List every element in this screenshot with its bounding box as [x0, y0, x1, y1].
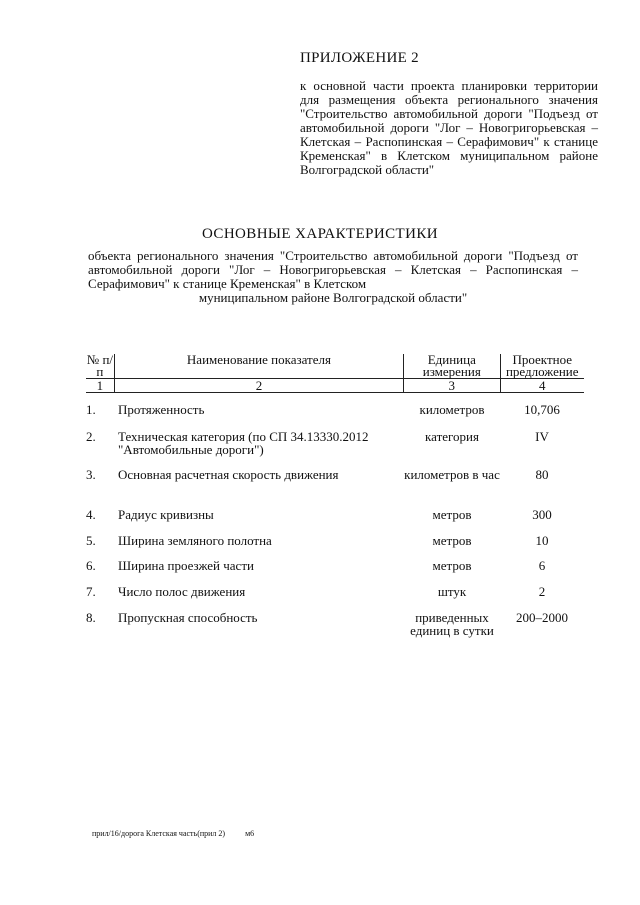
row-value: 300 — [532, 507, 552, 522]
row-unit: категория — [425, 429, 479, 444]
table-row — [86, 403, 584, 416]
table-row — [86, 430, 584, 456]
row-name: Пропускная способность — [118, 610, 258, 625]
table-row — [86, 559, 584, 572]
table-header — [86, 354, 584, 379]
row-name: Число полос движения — [118, 584, 246, 599]
row-num: 5. — [86, 533, 96, 548]
row-num: 6. — [86, 558, 96, 573]
col-number: 1 — [86, 379, 115, 392]
appendix-block — [300, 50, 598, 177]
row-name: Техническая категория (по СП 34.13330.2012 "Автомобильные дороги") — [118, 429, 369, 457]
page-subtitle-text: объекта регионального значения "Строительство автомобильной дороги "Подъезд от автомобильной дороги "Лог – Новогригорьевская – Клетская – Распопинская – Серафимович" к станице Кременская" в Клетском — [88, 248, 578, 291]
table-row — [86, 611, 584, 637]
col-number: 3 — [404, 379, 500, 392]
row-unit: приведенных единиц в сутки — [410, 610, 494, 638]
row-unit: километров в час — [404, 467, 500, 482]
row-name: Ширина проезжей части — [118, 558, 254, 573]
row-name: Основная расчетная скорость движения — [118, 467, 339, 482]
row-unit: штук — [437, 584, 467, 599]
row-value: 10 — [535, 533, 549, 548]
row-num: 4. — [86, 507, 96, 522]
table-row — [86, 534, 584, 547]
page-subtitle — [88, 249, 578, 305]
row-value: 2 — [538, 584, 546, 599]
row-value: 6 — [538, 558, 546, 573]
row-value: 200–2000 — [516, 610, 568, 625]
table-row — [86, 468, 584, 481]
col-number: 2 — [115, 379, 404, 392]
row-num: 8. — [86, 610, 96, 625]
row-num: 2. — [86, 429, 96, 444]
row-name: Ширина земляного полотна — [118, 533, 272, 548]
row-unit: километров — [419, 402, 485, 417]
row-num: 7. — [86, 584, 96, 599]
row-value: 10,706 — [524, 402, 560, 417]
page-title: ОСНОВНЫЕ ХАРАКТЕРИСТИКИ — [202, 226, 438, 242]
row-unit: метров — [432, 558, 472, 573]
footer-path: прил/16/дорога Клетская часть(прил 2) — [92, 829, 226, 838]
column-number-row — [86, 379, 584, 393]
row-num: 1. — [86, 402, 96, 417]
footer-code: м6 — [245, 829, 255, 838]
row-num: 3. — [86, 467, 96, 482]
page-subtitle-last-line: муниципальном районе Волгоградской области" — [198, 290, 468, 305]
row-unit: метров — [432, 507, 472, 522]
characteristics-table — [86, 354, 584, 393]
appendix-text: к основной части проекта планировки территории для размещения объекта регионального значения "Строительство автомобильной дороги "Подъезд от автомобильной дороги "Лог – Новогригорьевская – Клетская – Распопинская – Серафимович" к станице Кременская" в Клетском муниципальном районе Волгоградской области" — [300, 78, 598, 177]
row-value: 80 — [535, 467, 549, 482]
table-row — [86, 508, 584, 521]
row-value: IV — [535, 429, 549, 444]
header-value: Проектное предложение — [505, 352, 579, 379]
row-name: Радиус кривизны — [118, 507, 214, 522]
table-row — [86, 585, 584, 598]
header-num: № п/п — [86, 352, 114, 379]
footer — [92, 829, 272, 838]
appendix-title: ПРИЛОЖЕНИЕ 2 — [300, 50, 419, 66]
header-name: Наименование показателя — [115, 354, 404, 378]
col-number: 4 — [539, 378, 546, 393]
header-unit: Единица измерения — [404, 354, 500, 378]
row-unit: метров — [432, 533, 472, 548]
row-name: Протяженность — [118, 402, 205, 417]
